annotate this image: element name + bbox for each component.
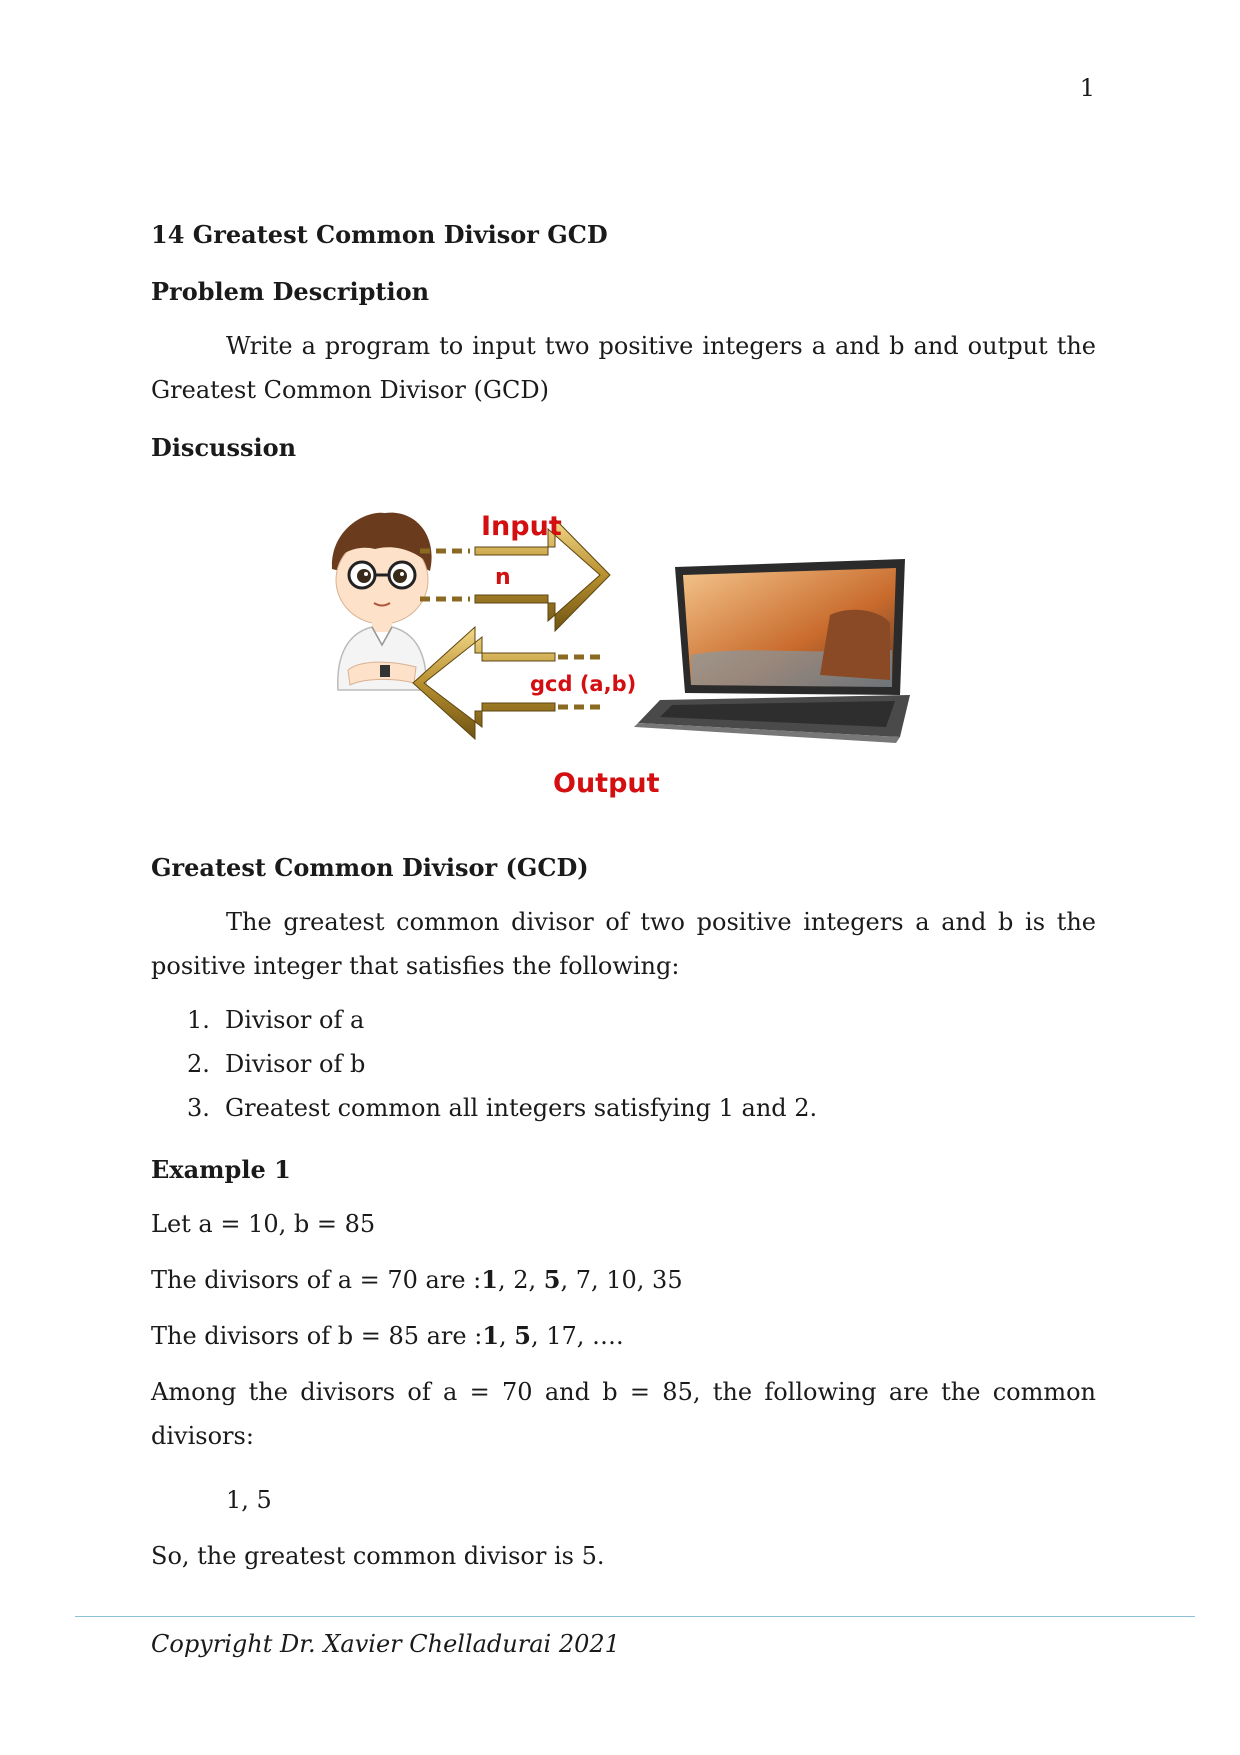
list-item: 1. Divisor of a — [187, 1006, 365, 1034]
example-let-line: Let a = 10, b = 85 — [151, 1210, 376, 1238]
common-divisors-text: Among the divisors of a = 70 and b = 85, the following are the common divisors: — [151, 1378, 1096, 1450]
output-label: Output — [553, 768, 660, 799]
n-label: n — [495, 565, 511, 590]
divisors-of-b: The divisors of b = 85 are :1, 5, 17, …. — [151, 1321, 624, 1350]
laptop-icon — [634, 559, 910, 743]
divisors-of-a: The divisors of a = 70 are :1, 2, 5, 7, 10, 35 — [151, 1265, 683, 1294]
common-divisors-values: 1, 5 — [226, 1486, 272, 1514]
example-heading: Example 1 — [151, 1155, 291, 1184]
person-icon — [332, 513, 432, 690]
gcd-definition: The greatest common divisor of two positive integers a and b is the positive integer that satisfies the following: — [151, 908, 1096, 980]
input-label: Input — [481, 511, 562, 542]
discussion-heading: Discussion — [151, 433, 297, 462]
section-title: 14 Greatest Common Divisor GCD — [151, 220, 608, 249]
input-output-figure — [320, 505, 920, 815]
page-number: 1 — [1079, 74, 1095, 102]
footer-divider — [75, 1616, 1195, 1617]
problem-heading: Problem Description — [151, 277, 430, 306]
list-item: 2. Divisor of b — [187, 1050, 366, 1078]
footer-copyright: Copyright Dr. Xavier Chelladurai 2021 — [151, 1630, 620, 1658]
conditions-list — [151, 998, 1096, 1130]
problem-text: Write a program to input two positive integers a and b and output the Greatest Common Divisor (GCD) — [151, 332, 1096, 404]
gcd-heading: Greatest Common Divisor (GCD) — [151, 853, 589, 882]
gcd-label: gcd (a,b) — [530, 672, 637, 696]
list-item: 3. Greatest common all integers satisfying 1 and 2. — [187, 1094, 818, 1122]
conclusion-text: So, the greatest common divisor is 5. — [151, 1542, 605, 1570]
